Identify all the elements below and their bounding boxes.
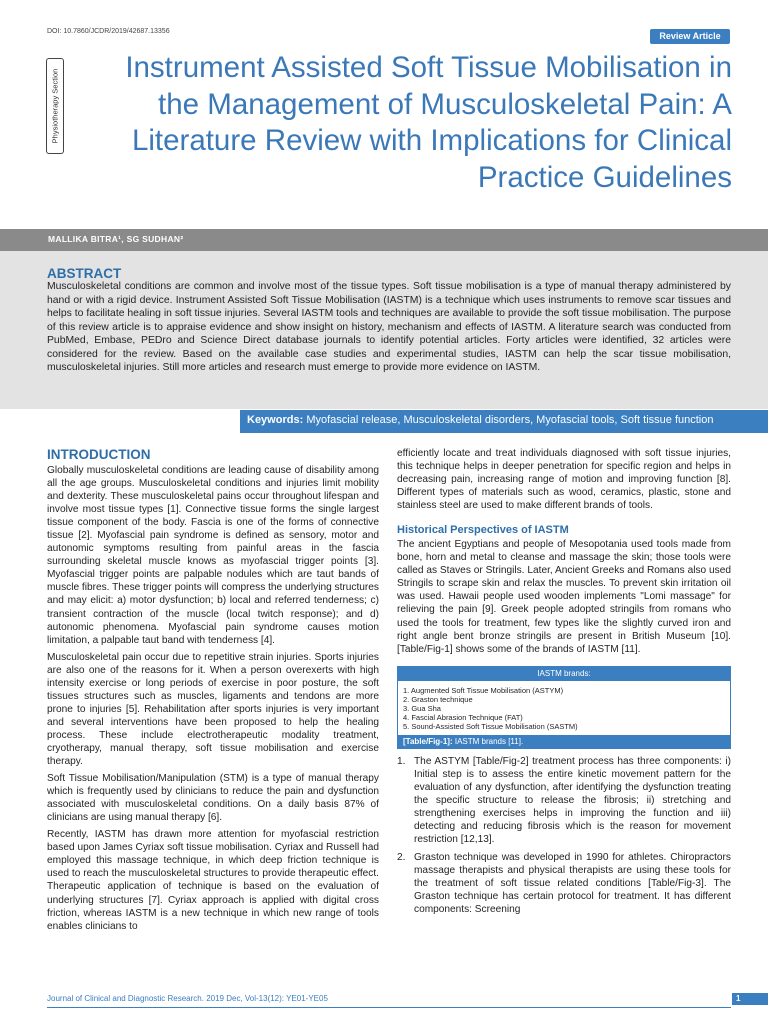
keywords-label: Keywords:: [247, 414, 304, 426]
intro-paragraph: Globally musculoskeletal conditions are leading cause of disability among all the age groups. Musculoskeletal conditions and injuries limit mobility and dexterity. These musculoskeletal pains occur throughout lifespan and involve most tissue types [1]. Connective tissue forms the single largest tissue component of the body. Fascia is one of the forms of connective tissue [2]. Myofascial pain syndrome is defined as sensory, motor and autonomic symptoms resulting from painful areas in the fascia surrounding skeletal muscle knows as myofascial trigger points [3]. Myofascial trigger points are palpable nodules which are taut bands of muscle fibres. These trigger points will compress the underlying structures and may elicit: a) motor dysfunction; b) local and referred tenderness; c) transient contraction of the muscle (local twitch response); and d) autonomic phenomena. Myofascial pain syndrome causes motion limitation, a palpable taut band with tenderness [4].: [47, 465, 379, 646]
keywords-line: [247, 414, 714, 426]
doi-line: DOI: 10.7860/JCDR/2019/42687.13356: [47, 28, 170, 35]
introduction-heading: INTRODUCTION: [47, 447, 151, 462]
table-fig-1-list: [398, 681, 730, 735]
page-number: 1: [732, 993, 768, 1005]
list-text: The ASTYM [Table/Fig-2] treatment process has three components: i) Initial step is to assess the entire kinetic movement pattern for the evaluation of any dysfunction, after identifying the dysfunction treating the specific structure to release the fibrosis; ii) stretching and strengthening exercises helps in improving the function and iii) detecting and reducing fibrosis which is the reason for movement restriction [12,13].: [414, 755, 731, 845]
list-text: Graston technique was developed in 1990 for athletes. Chiropractors massage therapists and physical therapists are using these tools for the treatment of soft tissue related conditions [Table/Fig-3]. The Graston technique has certain protocol for treatment. It has different components: Screening: [414, 852, 731, 916]
author-names: MALLIKA BITRA¹, SG SUDHAN²: [48, 234, 184, 244]
footer-citation: Journal of Clinical and Diagnostic Research. 2019 Dec, Vol-13(12): YE01-YE05: [47, 994, 328, 1003]
history-heading: Historical Perspectives of IASTM: [397, 524, 569, 537]
list-item: 1. Augmented Soft Tissue Mobilisation (ASTYM): [403, 685, 564, 695]
list-item: 5. Sound-Assisted Soft Tissue Mobilisation (SASTM): [403, 722, 578, 732]
abstract-heading: ABSTRACT: [47, 266, 122, 281]
keywords-text: Myofascial release, Musculoskeletal disorders, Myofascial tools, Soft tissue function: [306, 414, 714, 426]
list-number: 1.: [397, 755, 406, 767]
table-fig-1-header: IASTM brands:: [398, 667, 730, 681]
footer-rule: [47, 1007, 731, 1008]
list-item: [397, 755, 731, 846]
continuation-paragraph: efficiently locate and treat individuals diagnosed with soft tissue injuries, this technique helps in deeper penetration for specific region and helps in decreasing pain, increasing range of motion and improving function [8]. Different types of materials such as wood, ceramics, plastic, stone and stainless steel are used to make different brands of tools.: [397, 448, 731, 512]
history-paragraph: The ancient Egyptians and people of Mesopotania used tools made from bone, horn and metal to cleanse and massage the skin; those tools were called as Staves or Stringils. Later, Ancient Greeks and Romans also used Stringils to scrape skin and relax the muscles. To prevent skin irritation oil was used. Hawaii people used wooden implements "Lomi massage" for relieving the pain [9]. Greek people adopted stringils from romans who used the tools for treatment, few types like the slightly curved iron and right angle bent bronze stringils are present in British Museum [10]. [Table/Fig-1] shows some of the brands of IASTM [11].: [397, 539, 731, 655]
list-item: 2. Graston technique: [403, 694, 473, 704]
article-type-badge: Review Article: [650, 29, 730, 44]
list-item: [397, 851, 731, 916]
section-tag: [46, 58, 64, 154]
left-column: [47, 447, 379, 937]
table-fig-1: [397, 666, 731, 749]
right-column: [397, 447, 731, 921]
numbered-list: [397, 755, 731, 917]
caption-text: IASTM brands [11].: [454, 736, 524, 746]
section-tag-label: Physiotherapy Section: [50, 68, 60, 144]
intro-paragraph: Musculoskeletal pain occur due to repetitive strain injuries. Sports injuries are also one of the reasons for it. When a person overexerts with high intensity exercise or long periods of exercise in poor posture, the soft tissues structures such as muscles, ligaments and tendons are more prone to injuries [5]. Rehabilitation after sports injuries is very important and several interventions have been proposed to help the healing process. These include electrotherapeutic modality treatment, cryotherapy, manual therapy, soft tissue mobilisation and exercise therapy.: [47, 651, 379, 768]
intro-paragraph: Soft Tissue Mobilisation/Manipulation (STM) is a type of manual therapy which is frequently used by clinicians to reduce the pain and dysfunction associated with musculoskeletal conditions. On a daily basis 87% of clinicians are using manual therapy [6].: [47, 773, 379, 824]
list-number: 2.: [397, 852, 406, 863]
abstract-text: Musculoskeletal conditions are common and involve most of the tissue types. Soft tissue mobilisation is a type of manual therapy administered by hand or with a rigid device. Instrument Assisted Soft Tissue Mobilisation (IASTM) is a technique which uses instruments to remove scar tissues and helps to facilitate healing in soft tissue injuries. Several IASTM tools and techniques are available to provide the soft tissue mobilisation. The purpose of this review article is to appraise evidence and show insight on history, mechanism and effects of IASTM. A literature search was conducted from PubMed, Embase, PEDro and Science Direct database journals to identify potential articles. Forty articles were identified, 32 articles were considered for the review. Based on the available case studies and experimental studies, IASTM can help the scar tissue mobilisation, musculoskeletal injuries. Still more articles and research must emerge to provide more evidence on IASTM.: [47, 281, 731, 373]
table-fig-1-caption: [398, 735, 730, 748]
list-item: 3. Gua Sha: [403, 704, 441, 714]
caption-label: [Table/Fig-1]:: [403, 736, 453, 746]
list-item: 4. Fascial Abrasion Technique (FAT): [403, 713, 523, 723]
intro-paragraph: Recently, IASTM has drawn more attention for myofascial restriction based upon James Cyriax soft tissue mobilisation. Cyriax and Russell had employed this massage technique, in which deep friction technique is used to reach the musculoskeletal structures to provide therapeutic effect. Therapeutic application of technique is based on the evaluation of underlying structures [7]. Cyriax approach is applied with digital cross friction, whereas IASTM is a new technique in which new range of tools enables clinicians to: [47, 829, 379, 932]
article-title: Instrument Assisted Soft Tissue Mobilisation in the Management of Musculoskeletal Pain: A Literature Review with Implications for Clinical Practice Guidelines: [125, 51, 732, 194]
